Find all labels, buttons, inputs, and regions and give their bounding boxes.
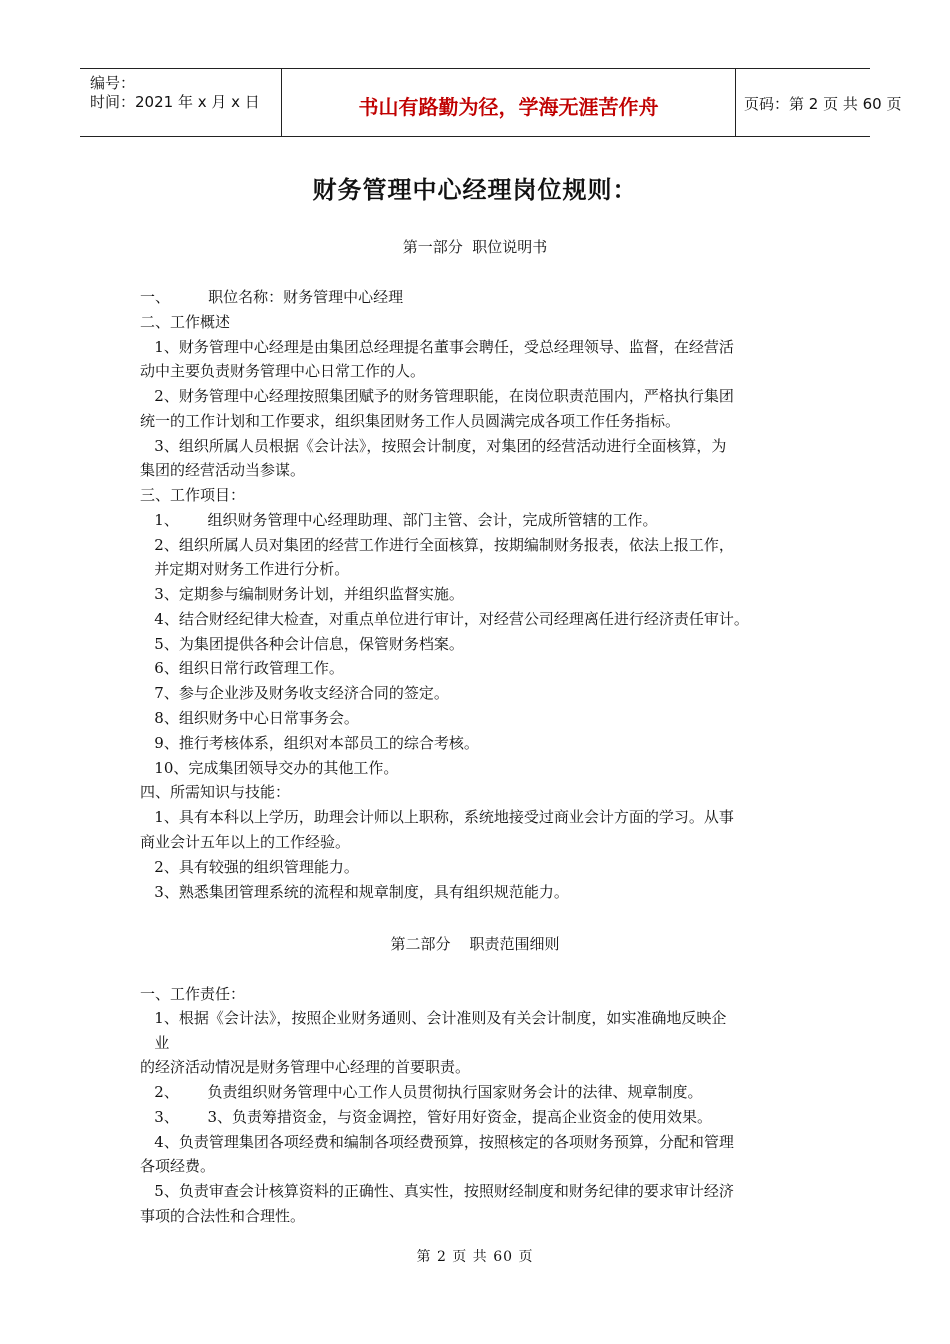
- motto-text: 书山有路勤为径，学海无涯苦作舟: [358, 95, 659, 119]
- paragraph-line: 集团的经营活动当参谋。: [140, 461, 306, 479]
- paragraph-line: 商业会计五年以上的工作经验。: [140, 833, 351, 851]
- paragraph-line: 动中主要负责财务管理中心日常工作的人。: [140, 362, 426, 380]
- list-item: 2、 负责组织财务管理中心工作人员贯彻执行国家财务会计的法律、规章制度。: [140, 1083, 703, 1101]
- list-item: 7、参与企业涉及财务收支经济合同的签定。: [140, 684, 449, 702]
- paragraph-line: 3、组织所属人员根据《会计法》，按照会计制度，对集团的经营活动进行全面核算，为: [140, 437, 727, 455]
- list-item: 1、 组织财务管理中心经理助理、部门主管、会计，完成所管辖的工作。: [140, 511, 658, 529]
- section-heading: 二、工作概述: [140, 313, 231, 331]
- list-item: 6、组织日常行政管理工作。: [140, 659, 344, 677]
- part1-heading: 第一部分 职位说明书: [402, 238, 548, 256]
- list-item: 4、结合财经纪律大检查，对重点单位进行审计，对经营公司经理离任进行经济责任审计。: [140, 610, 749, 628]
- header-motto-cell: [281, 69, 736, 136]
- header-page-cell: [736, 69, 902, 136]
- paragraph-line: 4、负责管理集团各项经费和编制各项经费预算，按照核定的各项财务预算，分配和管理: [140, 1133, 734, 1151]
- document-time-label: 时间：2021 年 x 月 x 日: [90, 93, 260, 111]
- page-footer: 第 2 页 共 60 页: [416, 1249, 534, 1265]
- section-heading: 一、工作责任：: [140, 985, 246, 1003]
- list-item: 3、 3、负责筹措资金，与资金调控，管好用好资金，提高企业资金的使用效果。: [140, 1108, 713, 1126]
- section-heading: 四、所需知识与技能：: [140, 783, 291, 801]
- paragraph-line: 统一的工作计划和工作要求，组织集团财务工作人员圆满完成各项工作任务指标。: [140, 412, 681, 430]
- document-title: 财务管理中心经理岗位规则：: [312, 176, 638, 204]
- paragraph-line: 5、负责审查会计核算资料的正确性、真实性，按照财经制度和财务纪律的要求审计经济: [140, 1182, 734, 1200]
- list-item: 并定期对财务工作进行分析。: [140, 560, 350, 578]
- section-heading: 三、工作项目：: [140, 486, 246, 504]
- header-info-cell: [80, 69, 281, 136]
- paragraph-line: 1、具有本科以上学历，助理会计师以上职称，系统地接受过商业会计方面的学习。从事: [140, 808, 734, 826]
- part2-heading: 第二部分 职责范围细则: [390, 935, 560, 953]
- list-item: 9、推行考核体系，组织对本部员工的综合考核。: [140, 734, 479, 752]
- paragraph-line: 的经济活动情况是财务管理中心经理的首要职责。: [140, 1058, 471, 1076]
- page-number-label: 页码：第 2 页 共 60 页: [744, 95, 902, 113]
- list-item: 5、为集团提供各种会计信息，保管财务档案。: [140, 635, 464, 653]
- list-item: 2、组织所属人员对集团的经营工作进行全面核算，按期编制财务报表，依法上报工作，: [140, 536, 734, 554]
- paragraph-line: 事项的合法性和合理性。: [140, 1207, 306, 1225]
- paragraph-line: 一、 职位名称：财务管理中心经理: [140, 288, 404, 306]
- header-table: [80, 68, 902, 137]
- paragraph-line: 业: [140, 1034, 170, 1052]
- paragraph-line: 2、财务管理中心经理按照集团赋予的财务管理职能，在岗位职责范围内，严格执行集团: [140, 387, 734, 405]
- list-item: 10、完成集团领导交办的其他工作。: [140, 759, 399, 777]
- document-number-label: 编号：: [90, 74, 136, 92]
- list-item: 8、组织财务中心日常事务会。: [140, 709, 359, 727]
- paragraph-line: 各项经费。: [140, 1157, 216, 1175]
- list-item: 3、熟悉集团管理系统的流程和规章制度，具有组织规范能力。: [140, 883, 569, 901]
- paragraph-line: 1、财务管理中心经理是由集团总经理提名董事会聘任，受总经理领导、监督，在经营活: [140, 338, 734, 356]
- list-item: 2、具有较强的组织管理能力。: [140, 858, 359, 876]
- list-item: 3、定期参与编制财务计划，并组织监督实施。: [140, 585, 464, 603]
- paragraph-line: 1、根据《会计法》，按照企业财务通则、会计准则及有关会计制度，如实准确地反映企: [140, 1009, 727, 1027]
